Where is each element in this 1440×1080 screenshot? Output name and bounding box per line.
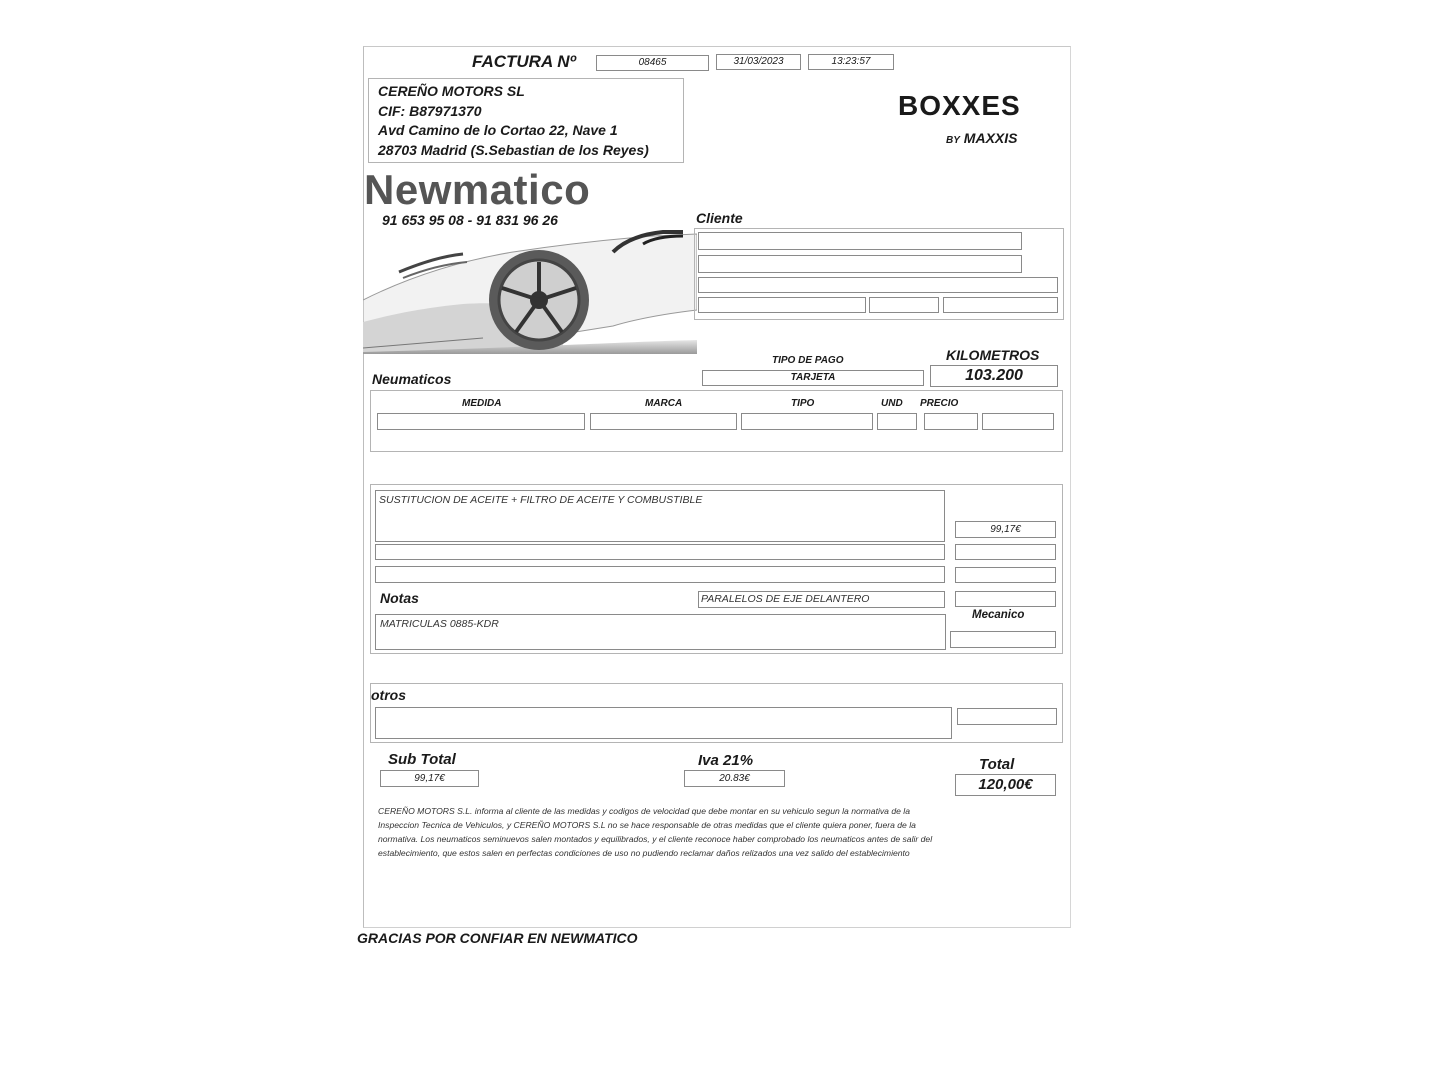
others-label: otros <box>371 687 406 703</box>
tyre-und-field <box>877 413 917 430</box>
client-line-2 <box>698 255 1022 273</box>
footer-thanks: GRACIAS POR CONFIAR EN NEWMATICO <box>357 930 638 946</box>
service-line-2 <box>375 544 945 560</box>
total-label: Total <box>979 756 1015 773</box>
others-field <box>375 707 952 739</box>
invoice-date-field <box>716 54 801 70</box>
company-address-line1: Avd Camino de lo Cortao 22, Nave 1 <box>378 122 618 138</box>
subtotal-field <box>380 770 479 787</box>
tyres-label: Neumaticos <box>372 371 452 387</box>
legal-notice: CEREÑO MOTORS S.L. informa al cliente de las medidas y codigos de velocidad que debe montar en su vehiculo segun la normativa de la Inspeccion Tecnica de Vehiculos, y CEREÑO MOTORS S.L no se hace responsable de otras medidas que el cliente quiera poner, fuera de la normativa. Los neumaticos seminuevos salen montados y equilibrados, y el cliente reconoce haber comprobado los neumaticos antes de salir del establecimiento, que estos salen en perfectas condiciones de uso no pudiendo reclamar daños relizados una vez salido del establecimiento <box>378 806 933 858</box>
client-line-4c <box>943 297 1058 313</box>
tyre-tipo-field <box>741 413 873 430</box>
mechanic-label: Mecanico <box>972 609 1025 621</box>
client-line-4a <box>698 297 866 313</box>
iva-value: 20.83€ <box>719 773 750 784</box>
service-price-field-2 <box>955 544 1056 560</box>
brand-sub-name: MAXXIS <box>963 130 1018 146</box>
brand-sub-logo <box>946 130 1017 146</box>
shop-logo: Newmatico <box>364 166 591 213</box>
subtotal-label: Sub Total <box>388 751 456 768</box>
invoice-number: 08465 <box>638 57 667 68</box>
tyres-col-marca: MARCA <box>645 398 683 409</box>
notes-text: MATRICULAS 0885-KDR <box>380 618 499 630</box>
iva-label: Iva 21% <box>698 752 754 769</box>
brand-logo: BOXXES <box>898 90 1021 121</box>
tyres-col-precio: PRECIO <box>920 398 959 409</box>
payment-field <box>702 370 924 386</box>
tyres-col-und: UND <box>881 398 903 409</box>
invoice-time-field <box>808 54 894 70</box>
company-info <box>378 82 649 160</box>
tyre-marca-field <box>590 413 737 430</box>
car-illustration <box>363 222 697 354</box>
company-name: CEREÑO MOTORS SL <box>378 83 525 99</box>
payment-value: TARJETA <box>790 372 836 383</box>
invoice-time: 13:23:57 <box>831 56 871 67</box>
invoice-number-field <box>596 55 709 71</box>
tyre-total-field <box>982 413 1054 430</box>
mechanic-field <box>950 631 1056 648</box>
others-price-field <box>957 708 1057 725</box>
tyres-col-tipo: TIPO <box>791 398 815 409</box>
subtotal-value: 99,17€ <box>414 773 445 784</box>
brand-by: BY <box>946 135 960 146</box>
client-line-3 <box>698 277 1058 293</box>
invoice-date: 31/03/2023 <box>733 56 784 67</box>
client-line-4b <box>869 297 939 313</box>
shop-phones: 91 653 95 08 - 91 831 96 26 <box>382 212 558 228</box>
service-price-field-4 <box>955 591 1056 607</box>
total-value: 120,00€ <box>978 776 1033 793</box>
tyres-col-medida: MEDIDA <box>462 398 502 409</box>
service-price-field-3 <box>955 567 1056 583</box>
company-address-line2: 28703 Madrid (S.Sebastian de los Reyes) <box>378 141 649 158</box>
company-cif: CIF: B87971370 <box>378 102 482 119</box>
service-description-1: SUSTITUCION DE ACEITE + FILTRO DE ACEITE Y COMBUSTIBLE <box>379 494 703 506</box>
tyre-medida-field <box>377 413 585 430</box>
total-field <box>955 774 1056 796</box>
km-label: KILOMETROS <box>946 347 1040 363</box>
invoice-label: FACTURA Nº <box>472 52 576 71</box>
client-label: Cliente <box>696 210 743 226</box>
iva-field <box>684 770 785 787</box>
notes-label: Notas <box>380 590 419 606</box>
service-price-1: 99,17€ <box>990 524 1021 535</box>
client-line-1 <box>698 232 1022 250</box>
km-field <box>930 365 1058 387</box>
tyre-precio-field <box>924 413 978 430</box>
notes-aux-text: PARALELOS DE EJE DELANTERO <box>701 593 870 605</box>
service-price-field-1 <box>955 521 1056 538</box>
km-value: 103.200 <box>965 367 1023 384</box>
payment-label: TIPO DE PAGO <box>772 355 844 366</box>
service-line-3 <box>375 566 945 583</box>
